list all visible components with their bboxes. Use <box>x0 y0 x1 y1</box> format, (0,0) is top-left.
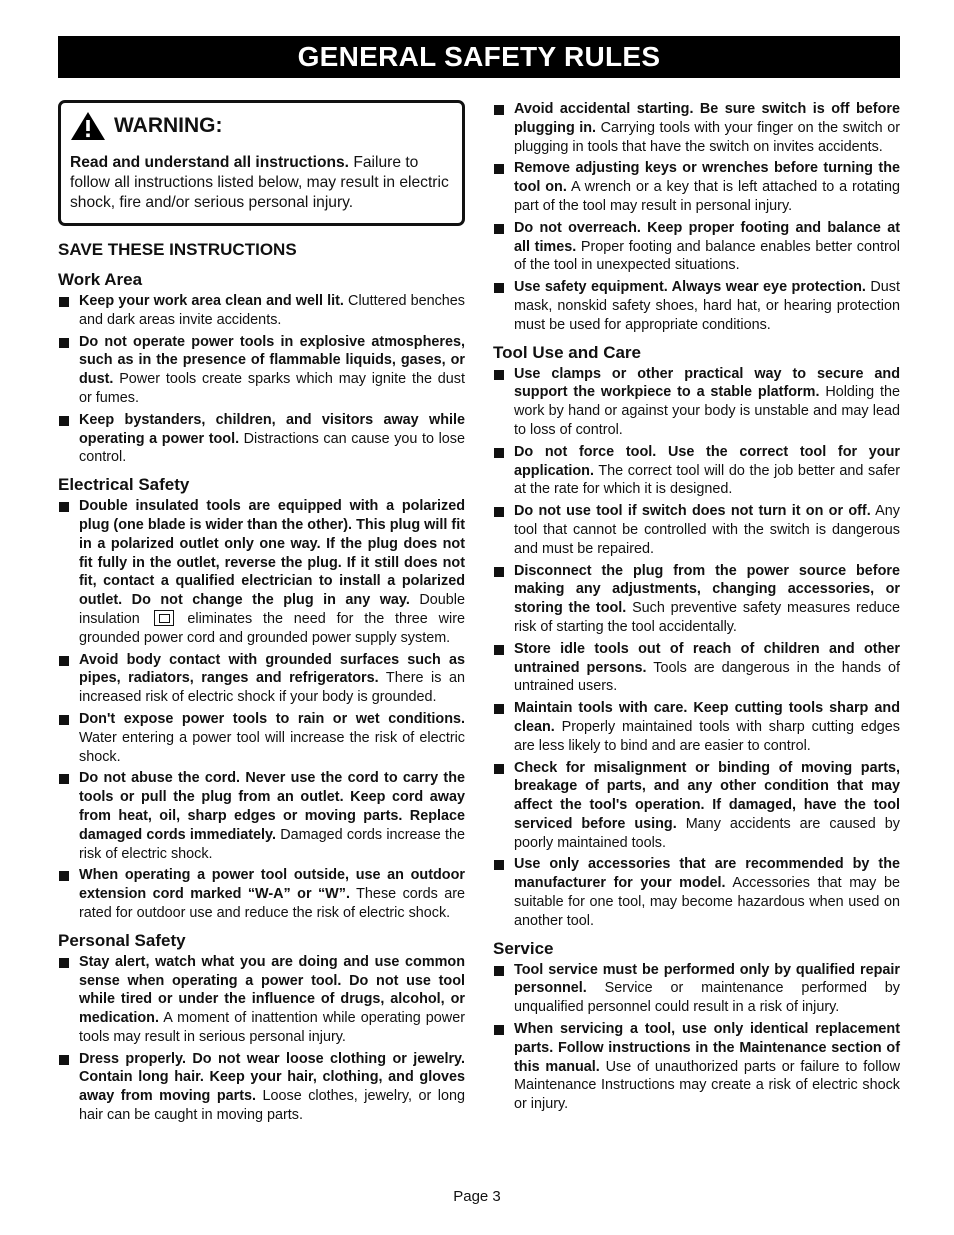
bullet-icon <box>59 416 69 426</box>
list-item <box>493 961 900 1017</box>
list-item <box>493 1020 900 1114</box>
tool-use-heading: Tool Use and Care <box>493 342 641 362</box>
list-item <box>58 651 465 707</box>
list-item <box>493 562 900 637</box>
banner-title: GENERAL SAFETY RULES <box>297 41 661 72</box>
list-item <box>493 502 900 558</box>
rule-lead: Stay alert, watch what you are doing and use common sense when operating a power tool. Do not use tool while tired or under the influence of drugs, alcohol, or medication. <box>79 953 465 1027</box>
rule-text: Power tools create sparks which may ignite the dust or fumes. <box>79 371 465 406</box>
rule-lead: Double insulated tools are equipped with a polarized plug (one blade is wider than the other). This plug will fit in a polarized outlet only one way. If the plug does not fit fully in the outlet, reverse the plug. If it still does not fit, contact a qualified electrician to install a polarized outlet. Do not change the plug in any way. <box>79 498 465 609</box>
rule-text: A wrench or a key that is left attached to a rotating part of the tool may result in personal injury. <box>514 179 900 214</box>
bullet-icon <box>59 774 69 784</box>
list-item <box>493 365 900 440</box>
bullet-icon <box>494 164 504 174</box>
rule-text: Properly maintained tools with sharp cutting edges are less likely to bind and are easier to control. <box>514 718 900 754</box>
bullet-icon <box>59 715 69 725</box>
rule-lead: Do not force tool. Use the correct tool for your application. <box>514 443 900 479</box>
personal-safety-list <box>58 953 465 1125</box>
bullet-icon <box>59 338 69 348</box>
list-item <box>58 866 465 922</box>
rule-text: A moment of inattention while operating power tools may result in serious personal injury. <box>79 1010 465 1045</box>
bullet-icon <box>59 297 69 307</box>
bullet-icon <box>494 764 504 774</box>
rule-lead: When servicing a tool, use only identical replacement parts. Follow instructions in the Maintenance section of this manual. <box>514 1021 900 1075</box>
bullet-icon <box>59 958 69 968</box>
bullet-icon <box>494 448 504 458</box>
list-item <box>58 411 465 467</box>
rule-text: Distractions can cause you to lose control. <box>79 430 465 466</box>
bullet-icon <box>59 656 69 666</box>
rule-lead: Don't expose power tools to rain or wet conditions. <box>79 710 465 727</box>
rule-lead: Avoid body contact with grounded surfaces such as pipes, radiators, ranges and refrigerators. <box>79 651 465 687</box>
bullet-icon <box>494 224 504 234</box>
rule-lead: Do not abuse the cord. Never use the cord to carry the tools or pull the plug from an outlet. Keep cord away from heat, oil, sharp edges or moving parts. Replace damaged cords immediately. <box>79 770 465 843</box>
warning-triangle-icon <box>70 111 106 141</box>
rule-lead: Store idle tools out of reach of children and other untrained persons. <box>514 640 900 676</box>
bullet-icon <box>494 283 504 293</box>
personal-safety-list-continued <box>493 100 900 335</box>
rule-lead: Do not use tool if switch does not turn it on or off. <box>514 503 871 520</box>
rule-text: The correct tool will do the job better and safer at the rate for which it is designed. <box>514 462 900 498</box>
warning-title: WARNING: <box>114 114 223 137</box>
bullet-icon <box>59 502 69 512</box>
rule-lead: Remove adjusting keys or wrenches before turning the tool on. <box>514 160 900 196</box>
rule-text: Damaged cords increase the risk of electric shock. <box>79 826 465 862</box>
rule-text: Dust mask, nonskid safety shoes, hard hat, or hearing protection must be used for appropriate conditions. <box>514 279 900 333</box>
bullet-icon <box>494 860 504 870</box>
bullet-icon <box>59 871 69 881</box>
service-list <box>493 961 900 1114</box>
rule-text: Double insulation <box>79 592 465 627</box>
bullet-icon <box>494 1025 504 1035</box>
rule-text: These cords are rated for outdoor use and reduce the risk of electric shock. <box>79 886 465 921</box>
rule-lead: Tool service must be performed only by qualified repair personnel. <box>514 961 900 997</box>
rule-lead: Do not operate power tools in explosive atmospheres, such as in the presence of flammable liquids, gases, or dust. <box>79 333 465 388</box>
bullet-icon <box>494 567 504 577</box>
rule-text: Proper footing and balance enables better control of the tool in unexpected situations. <box>514 238 900 274</box>
warning-text <box>70 153 452 213</box>
tool-use-list <box>493 365 900 931</box>
rule-lead: When operating a power tool outside, use an outdoor extension cord marked “W-A” or “W”. <box>79 867 465 903</box>
list-item <box>493 759 900 853</box>
rule-lead: Dress properly. Do not wear loose clothing or jewelry. Contain long hair. Keep your hair, clothing, and gloves away from moving parts. <box>79 1050 465 1105</box>
page-number: Page 3 <box>453 1188 501 1205</box>
rule-lead: Check for misalignment or binding of moving parts, breakage of parts, and any other condition that may affect the tool's operation. If damaged, have the tool serviced before using. <box>514 759 900 832</box>
list-item <box>493 443 900 499</box>
work-area-list <box>58 292 465 467</box>
rule-text: Service or maintenance performed by unqualified personnel could result in a risk of injury. <box>514 980 900 1016</box>
list-item <box>58 292 465 330</box>
rule-lead: Maintain tools with care. Keep cutting tools sharp and clean. <box>514 700 900 735</box>
bullet-icon <box>494 507 504 517</box>
electrical-safety-heading: Electrical Safety <box>58 475 190 495</box>
bullet-icon <box>494 370 504 380</box>
bullet-icon <box>494 105 504 115</box>
list-item <box>493 640 900 696</box>
rule-lead: Use only accessories that are recommended by the manufacturer for your model. <box>514 856 900 892</box>
warning-lead: Read and understand all instructions. <box>70 154 349 171</box>
work-area-heading: Work Area <box>58 270 143 289</box>
rule-text: Any tool that cannot be controlled with the switch is dangerous and must be repaired. <box>514 503 900 557</box>
rule-lead: Disconnect the plug from the power source before making any adjustments, changing accessories, or storing the tool. <box>514 562 900 617</box>
list-item <box>58 497 465 647</box>
list-item <box>493 159 900 215</box>
rule-lead: Use clamps or other practical way to secure and support the workpiece to a stable platform. <box>514 365 900 401</box>
list-item <box>58 769 465 863</box>
left-column <box>58 100 465 1133</box>
bullet-icon <box>494 645 504 655</box>
rule-text: Holding the work by hand or against your body is unstable and may lead to loss of control. <box>514 384 900 438</box>
list-item <box>493 100 900 156</box>
rule-text: eliminates the need for the three wire grounded power cord and grounded power supply system. <box>79 610 465 646</box>
rule-text: Such preventive safety measures reduce risk of starting the tool accidentally. <box>514 600 901 635</box>
rule-lead: Avoid accidental starting. Be sure switch is off before plugging in. <box>514 101 900 136</box>
rule-lead: Keep your work area clean and well lit. <box>79 293 344 309</box>
rule-text: Tools are dangerous in the hands of untrained users. <box>514 659 900 695</box>
rule-text: Accessories that may be suitable for one tool, may become hazardous when used on another tool. <box>514 875 900 929</box>
rule-text: Many accidents are caused by poorly maintained tools. <box>514 815 900 851</box>
list-item <box>58 1050 465 1125</box>
double-insulation-icon <box>154 610 174 626</box>
electrical-safety-list <box>58 497 465 923</box>
page-banner <box>58 36 900 78</box>
list-item <box>58 953 465 1047</box>
rule-lead: Keep bystanders, children, and visitors away while operating a power tool. <box>79 411 465 447</box>
bullet-icon <box>494 704 504 714</box>
rule-text: Loose clothes, jewelry, or long hair can be caught in moving parts. <box>79 1088 465 1124</box>
list-item <box>58 333 465 408</box>
save-instructions-heading: SAVE THESE INSTRUCTIONS <box>58 240 297 259</box>
rule-lead: Use safety equipment. Always wear eye protection. <box>514 279 866 296</box>
warning-box <box>58 100 465 226</box>
service-heading: Service <box>493 938 554 958</box>
list-item <box>493 278 900 334</box>
right-column <box>493 100 900 1122</box>
list-item <box>493 699 900 755</box>
rule-text: Cluttered benches and dark areas invite accidents. <box>79 293 465 328</box>
rule-lead: Do not overreach. Keep proper footing and balance at all times. <box>514 219 900 255</box>
rule-text: Use of unauthorized parts or failure to follow Maintenance Instructions may create a risk of electric shock or injury. <box>514 1058 900 1113</box>
rule-text: Water entering a power tool will increase the risk of electric shock. <box>79 729 465 765</box>
bullet-icon <box>59 1055 69 1065</box>
bullet-icon <box>494 966 504 976</box>
rule-text: Carrying tools with your finger on the switch or plugging in tools that have the switch on invites accidents. <box>514 119 900 155</box>
warning-header <box>70 111 452 141</box>
rule-text: There is an increased risk of electric shock if your body is grounded. <box>79 670 465 706</box>
warning-body: Failure to follow all instructions listed below, may result in electric shock, fire and/or serious personal injury. <box>70 154 449 211</box>
list-item <box>493 855 900 930</box>
list-item <box>493 219 900 275</box>
list-item <box>58 710 465 766</box>
personal-safety-heading: Personal Safety <box>58 930 186 950</box>
